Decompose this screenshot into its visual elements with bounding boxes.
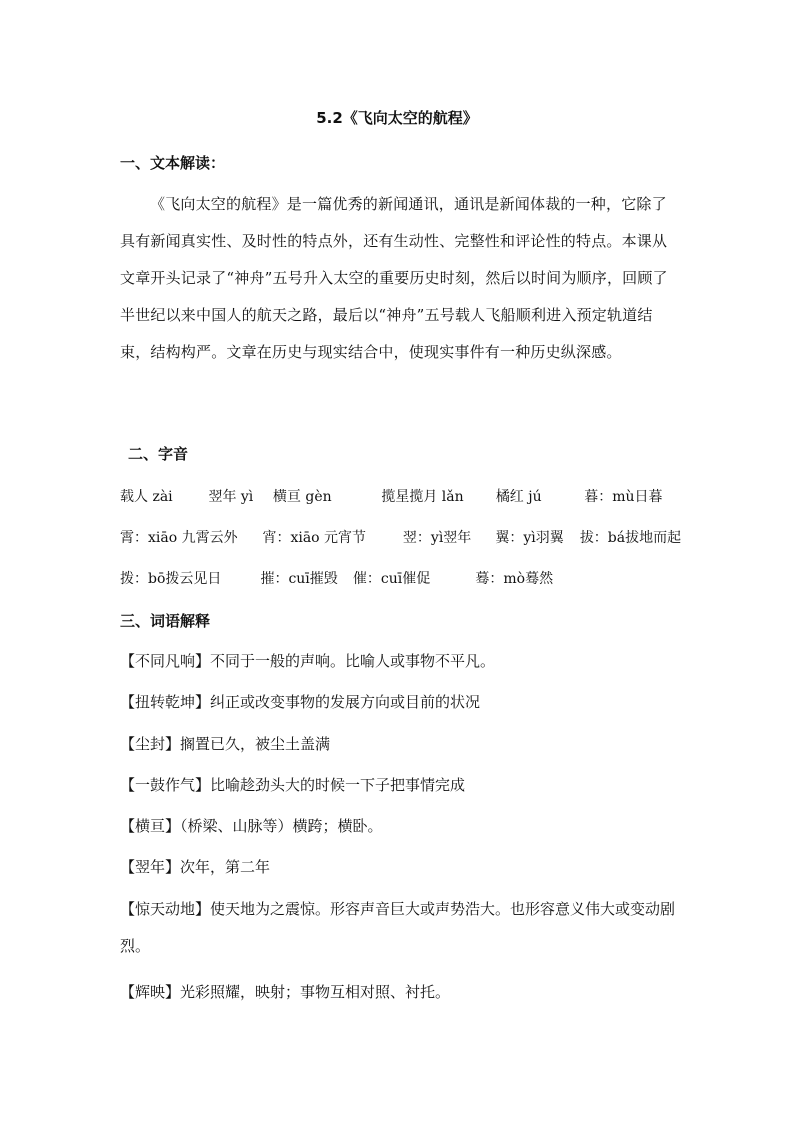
pronunciation-item: 翌：yì翌年 xyxy=(402,530,472,546)
pronunciation-row-3 xyxy=(120,568,690,588)
pronunciation-item: 拨：bō拨云见日 xyxy=(120,571,222,587)
pronunciation-row-2 xyxy=(120,527,690,547)
vocabulary-entry: 【扭转乾坤】纠正或改变事物的发展方向或目前的状况 xyxy=(120,693,481,711)
vocabulary-entry: 【不同凡响】不同于一般的声响。比喻人或事物不平凡。 xyxy=(120,652,496,670)
pronunciation-item: 翌年 yì xyxy=(208,489,254,505)
vocabulary-entry: 【横亘】（桥梁、山脉等）横跨；横卧。 xyxy=(120,817,383,835)
pronunciation-item: 橘红 jú xyxy=(495,489,542,505)
pronunciation-item: 暮：mù日暮 xyxy=(584,489,663,505)
pronunciation-item: 蓦：mò蓦然 xyxy=(475,571,554,587)
document-title: 5.2《飞向太空的航程》 xyxy=(316,109,478,127)
pronunciation-item: 宵：xiāo 元宵节 xyxy=(262,530,367,546)
vocabulary-entry: 【辉映】光彩照耀，映射；事物互相对照、衬托。 xyxy=(120,983,451,1001)
pronunciation-item: 霄：xiāo 九霄云外 xyxy=(120,530,238,546)
section-heading-vocabulary: 三、词语解释 xyxy=(120,612,211,630)
vocabulary-entry: 【尘封】搁置已久，被尘土盖满 xyxy=(120,735,331,753)
vocabulary-entry: 【惊天动地】使天地为之震惊。形容声音巨大或声势浩大。也形容意义伟大或变动剧烈。 xyxy=(120,900,676,955)
pronunciation-item: 催：cuī催促 xyxy=(352,571,431,587)
section-heading-pronunciation: 二、字音 xyxy=(128,445,189,463)
pronunciation-item: 摧：cuī摧毁 xyxy=(260,571,338,587)
text-reading-paragraph: 《飞向太空的航程》是一篇优秀的新闻通讯，通讯是新闻体裁的一种，它除了具有新闻真实性、及时性的特点外，还有生动性、完整性和评论性的特点。本课从文章开头记录了“神舟”五号升入太空的重要历史时刻，然后以时间为顺序，回顾了半世纪以来中国人的航天之路，最后以“神舟”五号载人飞船顺利进入预定轨道结束，结构构严。文章在历史与现实结合中，使现实事件有一种历史纵深感。 xyxy=(120,195,668,361)
pronunciation-row-1 xyxy=(120,486,690,506)
pronunciation-item: 揽星揽月 lǎn xyxy=(381,489,464,505)
vocabulary-entry: 【翌年】次年，第二年 xyxy=(120,858,271,876)
pronunciation-item: 横亘 gèn xyxy=(272,489,332,505)
vocabulary-entry: 【一鼓作气】比喻趁劲头大的时候一下子把事情完成 xyxy=(120,776,466,794)
pronunciation-item: 拔：bá拔地而起 xyxy=(579,530,682,546)
pronunciation-item: 翼：yì羽翼 xyxy=(495,530,564,546)
pronunciation-item: 载人 zài xyxy=(120,489,173,505)
section-heading-text-reading: 一、文本解读： xyxy=(120,154,226,172)
